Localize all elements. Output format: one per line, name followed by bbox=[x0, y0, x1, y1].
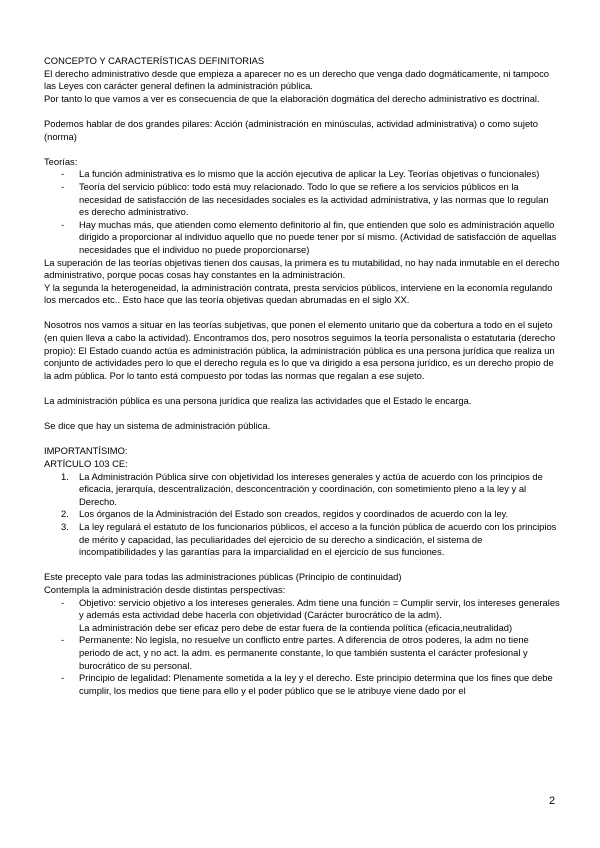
bullet-dash: - bbox=[61, 180, 65, 192]
document-page bbox=[44, 55, 560, 697]
heterogeneity-paragraph: Y la segunda la heterogeneidad, la administración contrata, presta servicios públicos, interviene en la economía regulando los mercados etc.. Esto hace que las teoría objetivas quedan abrumadas en el siglo XX. bbox=[44, 281, 553, 306]
definition-paragraph: La administración pública es una persona jurídica que realiza las actividades que el Estado le encarga. bbox=[44, 395, 472, 407]
list-item: - Principio de legalidad: Plenamente sometida a la ley y el derecho. Este principio determina que los fines que debe cumplir, los medios que tiene para ello y el poder público que se le atribuye viene dado por el bbox=[61, 672, 553, 696]
theories-label: Teorías: bbox=[44, 155, 78, 167]
page-number: 2 bbox=[549, 795, 556, 807]
item-number: 1. bbox=[61, 470, 69, 482]
bullet-dash: - bbox=[61, 596, 65, 608]
perspectives-intro: Contempla la administración desde distintas perspectivas: bbox=[44, 583, 286, 595]
bullet-dash: - bbox=[61, 634, 65, 646]
bullet-dash: - bbox=[61, 168, 65, 180]
pillars-paragraph: Podemos hablar de dos grandes pilares: Acción (administración en minúsculas, actividad administrativa) o como sujeto (norma) bbox=[44, 117, 538, 142]
list-item: - Hay muchas más, que atienden como elemento definitorio al fin, que entienden que solo es administración aquello dirigido a proporcionar al individuo aquello que no puede tener por sí mismo. (Actividad de satisfacción de aquellas necesidades que el individuo no puede proporcionarse) bbox=[61, 218, 557, 255]
item-number: 2. bbox=[61, 508, 69, 520]
bullet-dash: - bbox=[61, 672, 65, 684]
theories-list bbox=[44, 168, 560, 256]
article-list bbox=[44, 471, 560, 559]
list-item: - La función administrativa es lo mismo que la acción ejecutiva de aplicar la Ley. Teorías objetivas o funcionales) bbox=[61, 168, 540, 180]
intro-paragraph-2: Por tanto lo que vamos a ver es consecuencia de que la elaboración dogmática del derecho administrativo es doctrinal. bbox=[44, 92, 540, 104]
list-item: 3. La ley regulará el estatuto de los funcionarios públicos, el acceso a la función pública de acuerdo con los principios de mérito y capacidad, las peculiaridades del ejercicio de su derecho a sindicación, el sistema de incompatibilidades y las garantías para la imparcialidad en el ejercicio de sus funciones. bbox=[61, 520, 557, 558]
objective-theories-overcome: La superación de las teorías objetivas tienen dos causas, la primera es tu mutabilidad, no hay nada inmutable en el derecho administrativo, porque pocas cosas hay constantes en la administración. bbox=[44, 256, 560, 281]
intro-paragraph-1: El derecho administrativo desde que empieza a aparecer no es un derecho que venga dado dogmáticamente, ni tampoco las Leyes con carácter general definen la administración pública. bbox=[44, 67, 550, 92]
perspectives-list bbox=[44, 597, 560, 698]
subjective-theories-paragraph: Nosotros nos vamos a situar en las teorías subjetivas, que ponen el elemento unitario que da cobertura a todo en el sujeto (en quien lleva a cabo la actividad). Encontramos dos, pero nosotros seguimos la teoría personalista o estatutaria (derecho propio): El Estado cuando actúa es administración pública, la administración pública es una persona jurídica que realiza un conjunto de actividades pero lo que el derecho regula es lo que va dirigido a esa persona jurídico, es un derecho propio de la adm pública. Por lo tanto está compuesto por todas las normas que regalan a ese sujeto. bbox=[44, 319, 556, 381]
list-item: - Teoría del servicio público: todo está muy relacionado. Todo lo que se refiere a los servicios públicos en la necesidad de satisfacción de las necesidades sociales es la actividad administrativa, y las normas que lo regulan es derecho administrativo. bbox=[61, 180, 549, 218]
bullet-dash: - bbox=[61, 218, 65, 230]
list-item: - Objetivo: servicio objetivo a los intereses generales. Adm tiene una función = Cumplir servir, los intereses generales y además esta actividad debe hacerla con objetividad (Carácter burocrático de la adm). La administración debe ser eficaz pero debe de estar fuera de la contienda política (eficacia,neutralidad) bbox=[61, 596, 560, 633]
item-number: 3. bbox=[61, 520, 69, 532]
list-item: - Permanente: No legisla, no resuelve un conflicto entre partes. A diferencia de otros poderes, la adm no tiene periodo de act, y no act. la adm. es permanente constante, lo que también sustenta el carácter profesional y burocrático de su personal. bbox=[61, 634, 529, 671]
list-item: 1. La Administración Pública sirve con objetividad los intereses generales y actúa de acuerdo con los principios de eficacia, jerarquía, descentralización, desconcentración y coordinación, con sometimiento pleno a la ley y al Derecho. bbox=[61, 470, 543, 507]
important-label: IMPORTANTÍSIMO: bbox=[44, 445, 128, 457]
article-label: ARTÍCULO 103 CE: bbox=[44, 458, 128, 469]
precept-paragraph: Este precepto vale para todas las administraciones públicas (Principio de continuidad) bbox=[44, 571, 402, 583]
section-heading: CONCEPTO Y CARACTERÍSTICAS DEFINITORIAS bbox=[44, 55, 265, 66]
system-paragraph: Se dice que hay un sistema de administración pública. bbox=[44, 420, 271, 432]
list-item: 2. Los órganos de la Administración del Estado son creados, regidos y coordinados de acuerdo con la ley. bbox=[61, 508, 509, 520]
